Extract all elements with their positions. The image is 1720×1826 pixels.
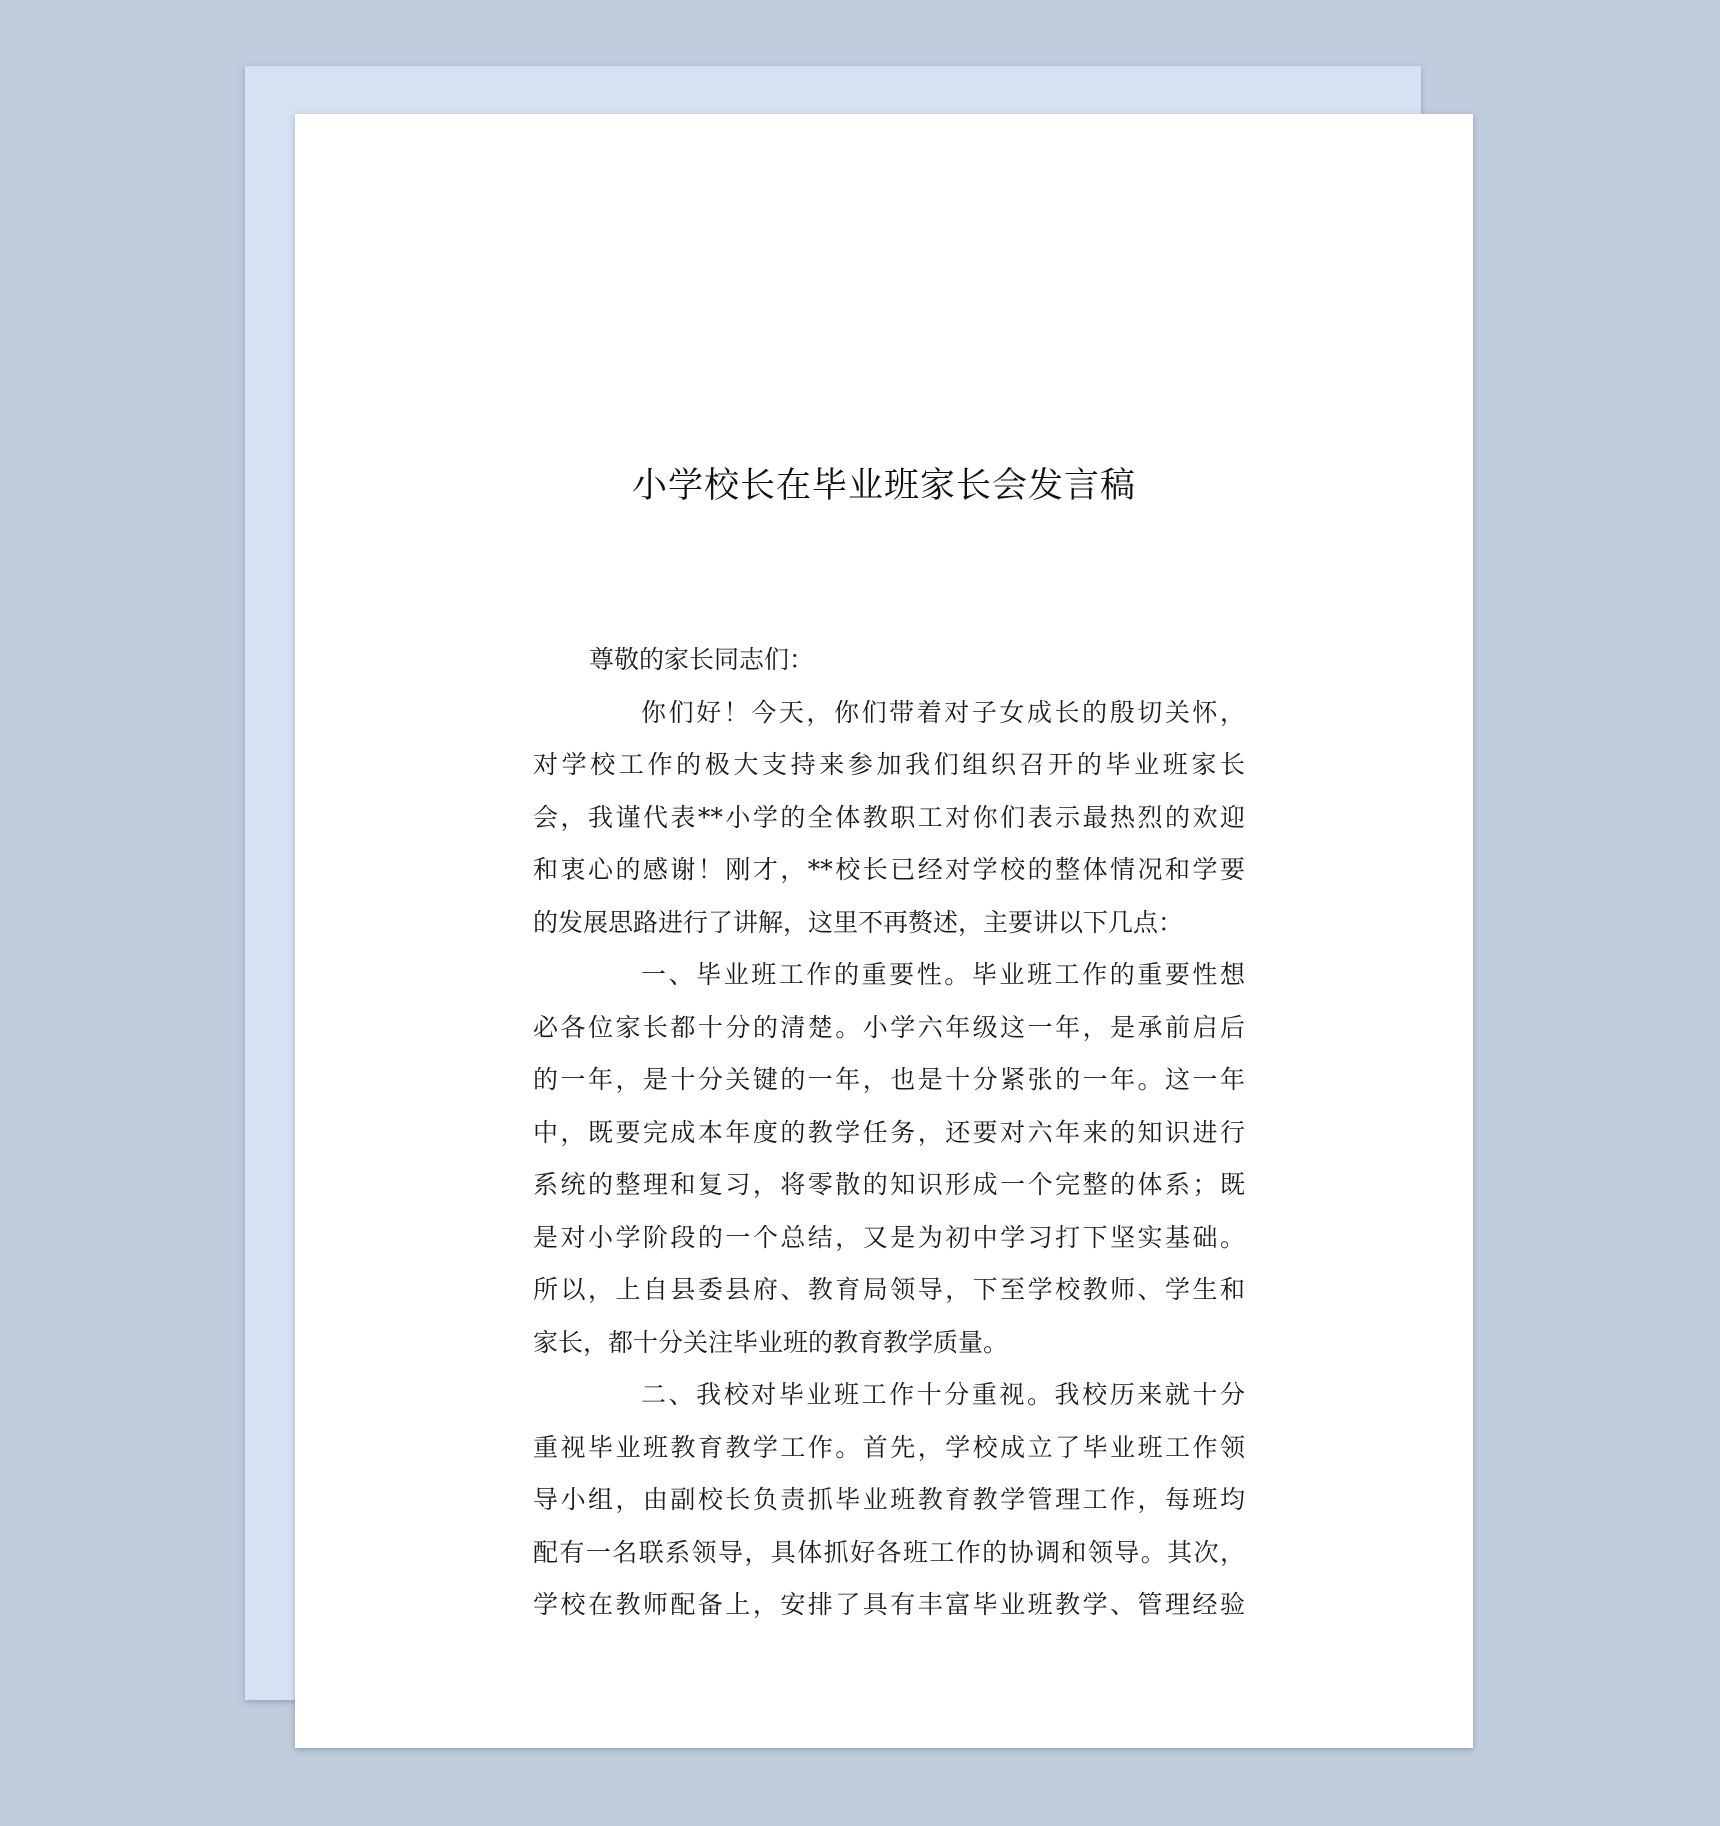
text-line: 必各位家长都十分的清楚。小学六年级这一年，是承前启后	[533, 1012, 1245, 1042]
salutation: 尊敬的家长同志们：	[589, 645, 815, 674]
document-page	[295, 114, 1473, 1748]
text-line: 重视毕业班教育教学工作。首先，学校成立了毕业班工作领	[533, 1432, 1245, 1462]
text-line: 二、我校对毕业班工作十分重视。我校历来就十分	[641, 1380, 1245, 1409]
document-title: 小学校长在毕业班家长会发言稿	[631, 466, 1136, 506]
text-line: 你们好！今天，你们带着对子女成长的殷切关怀，	[641, 697, 1245, 727]
text-line: 导小组，由副校长负责抓毕业班教育教学管理工作，每班均	[533, 1485, 1245, 1514]
paragraph-greeting	[533, 687, 1245, 950]
text-line: 所以，上自县委县府、教育局领导，下至学校教师、学生和	[533, 1275, 1245, 1304]
text-line: 是对小学阶段的一个总结，又是为初中学习打下坚实基础。	[533, 1222, 1245, 1252]
text-line: 系统的整理和复习，将零散的知识形成一个完整的体系；既	[533, 1170, 1245, 1199]
text-line: 中，既要完成本年度的教学任务，还要对六年来的知识进行	[533, 1117, 1245, 1147]
text-line: 对学校工作的极大支持来参加我们组织召开的毕业班家长	[533, 750, 1245, 779]
text-line: 的发展思路进行了讲解，这里不再赘述，主要讲以下几点：	[533, 907, 1184, 937]
text-line: 家长，都十分关注毕业班的教育教学质量。	[533, 1327, 1009, 1357]
document-body	[533, 634, 1245, 1632]
paragraph-section-two	[533, 1369, 1245, 1632]
text-line: 和衷心的感谢！刚才，**校长已经对学校的整体情况和学要	[533, 855, 1245, 884]
text-line: 会，我谨代表**小学的全体教职工对你们表示最热烈的欢迎	[533, 802, 1245, 832]
paragraph-section-one	[533, 949, 1245, 1369]
text-line: 学校在教师配备上，安排了具有丰富毕业班教学、管理经验	[533, 1590, 1245, 1619]
text-line: 配有一名联系领导，具体抓好各班工作的协调和领导。其次，	[533, 1537, 1245, 1567]
text-line: 一、毕业班工作的重要性。毕业班工作的重要性想	[641, 960, 1245, 989]
text-line: 的一年，是十分关键的一年，也是十分紧张的一年。这一年	[533, 1065, 1245, 1094]
